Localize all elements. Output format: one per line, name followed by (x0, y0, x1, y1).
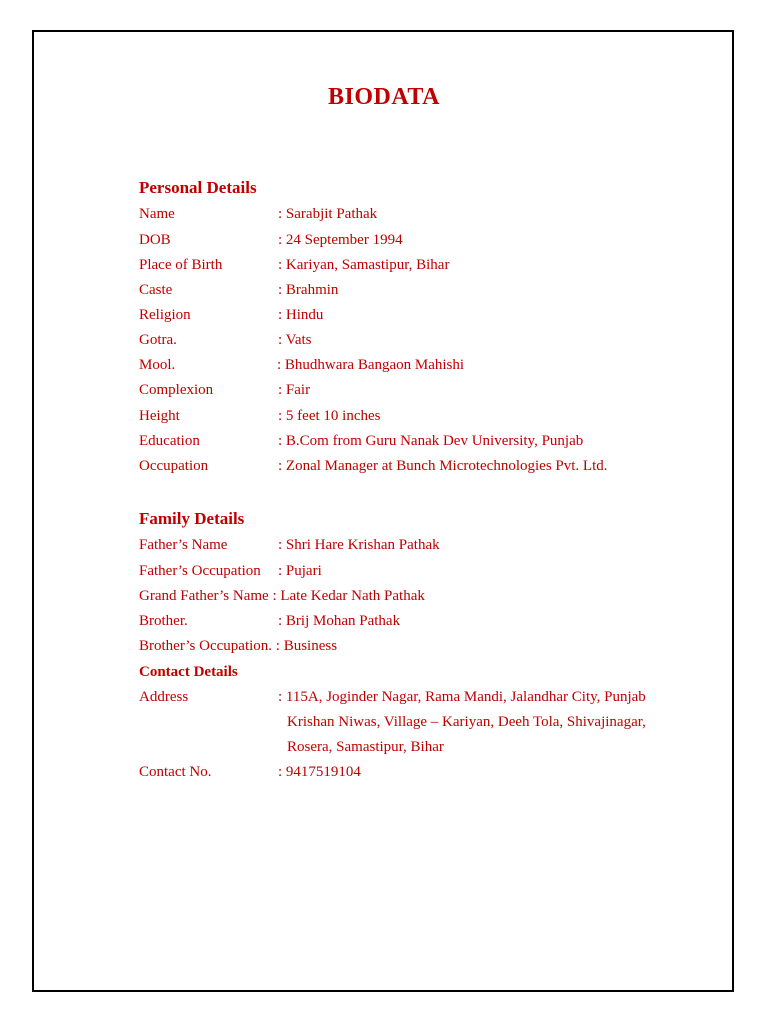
field-value: : Pujari (278, 563, 322, 579)
field-value: : 5 feet 10 inches (278, 408, 381, 424)
field-label: Height (139, 408, 180, 424)
field-label: Religion (139, 307, 191, 323)
field-value: : 115A, Joginder Nagar, Rama Mandi, Jalandhar City, Punjab (278, 689, 646, 705)
field-value: : B.Com from Guru Nanak Dev University, Punjab (278, 433, 584, 449)
field-label: Gotra. (139, 332, 177, 348)
address-line-3: Rosera, Samastipur, Bihar (287, 739, 444, 755)
field-label: DOB (139, 232, 171, 248)
field-value: : Fair (278, 382, 311, 398)
field-label: Place of Birth (139, 257, 223, 273)
field-value: : Brij Mohan Pathak (278, 613, 401, 629)
family-details-heading: Family Details (139, 509, 245, 528)
field-value: : Late Kedar Nath Pathak (272, 588, 425, 604)
field-value: : Brahmin (278, 282, 339, 298)
field-label: Brother’s Occupation. (139, 638, 273, 654)
field-label: Caste (139, 282, 173, 298)
contact-details-heading: Contact Details (139, 664, 238, 680)
field-value: : Business (275, 638, 338, 654)
address-line-2: Krishan Niwas, Village – Kariyan, Deeh Tola, Shivajinagar, (287, 714, 646, 730)
field-value: : Bhudhwara Bangaon Mahishi (277, 357, 465, 373)
field-value: : Zonal Manager at Bunch Microtechnologies Pvt. Ltd. (278, 458, 608, 474)
field-value: : Hindu (278, 307, 324, 323)
field-label: Grand Father’s Name (139, 588, 269, 604)
field-label: Education (139, 433, 200, 449)
field-value: : Sarabjit Pathak (278, 206, 378, 222)
field-label: Contact No. (139, 764, 212, 780)
field-value: : 9417519104 (278, 764, 361, 780)
field-grandfathers-name (139, 588, 425, 605)
field-value: : Shri Hare Krishan Pathak (278, 537, 440, 553)
field-label: Mool. (139, 357, 176, 373)
field-label: Brother. (139, 613, 188, 629)
field-label: Occupation (139, 458, 209, 474)
personal-details-heading: Personal Details (139, 178, 257, 197)
field-brothers-occupation (139, 638, 337, 655)
field-value: : 24 September 1994 (278, 232, 403, 248)
field-value: : Kariyan, Samastipur, Bihar (278, 257, 450, 273)
field-label: Father’s Name (139, 537, 228, 553)
page-border (32, 30, 734, 992)
field-label: Address (139, 689, 189, 705)
field-label: Name (139, 206, 175, 222)
field-label: Complexion (139, 382, 214, 398)
field-value: : Vats (278, 332, 312, 348)
document-title: BIODATA (328, 84, 440, 110)
field-label: Father’s Occupation (139, 563, 261, 579)
